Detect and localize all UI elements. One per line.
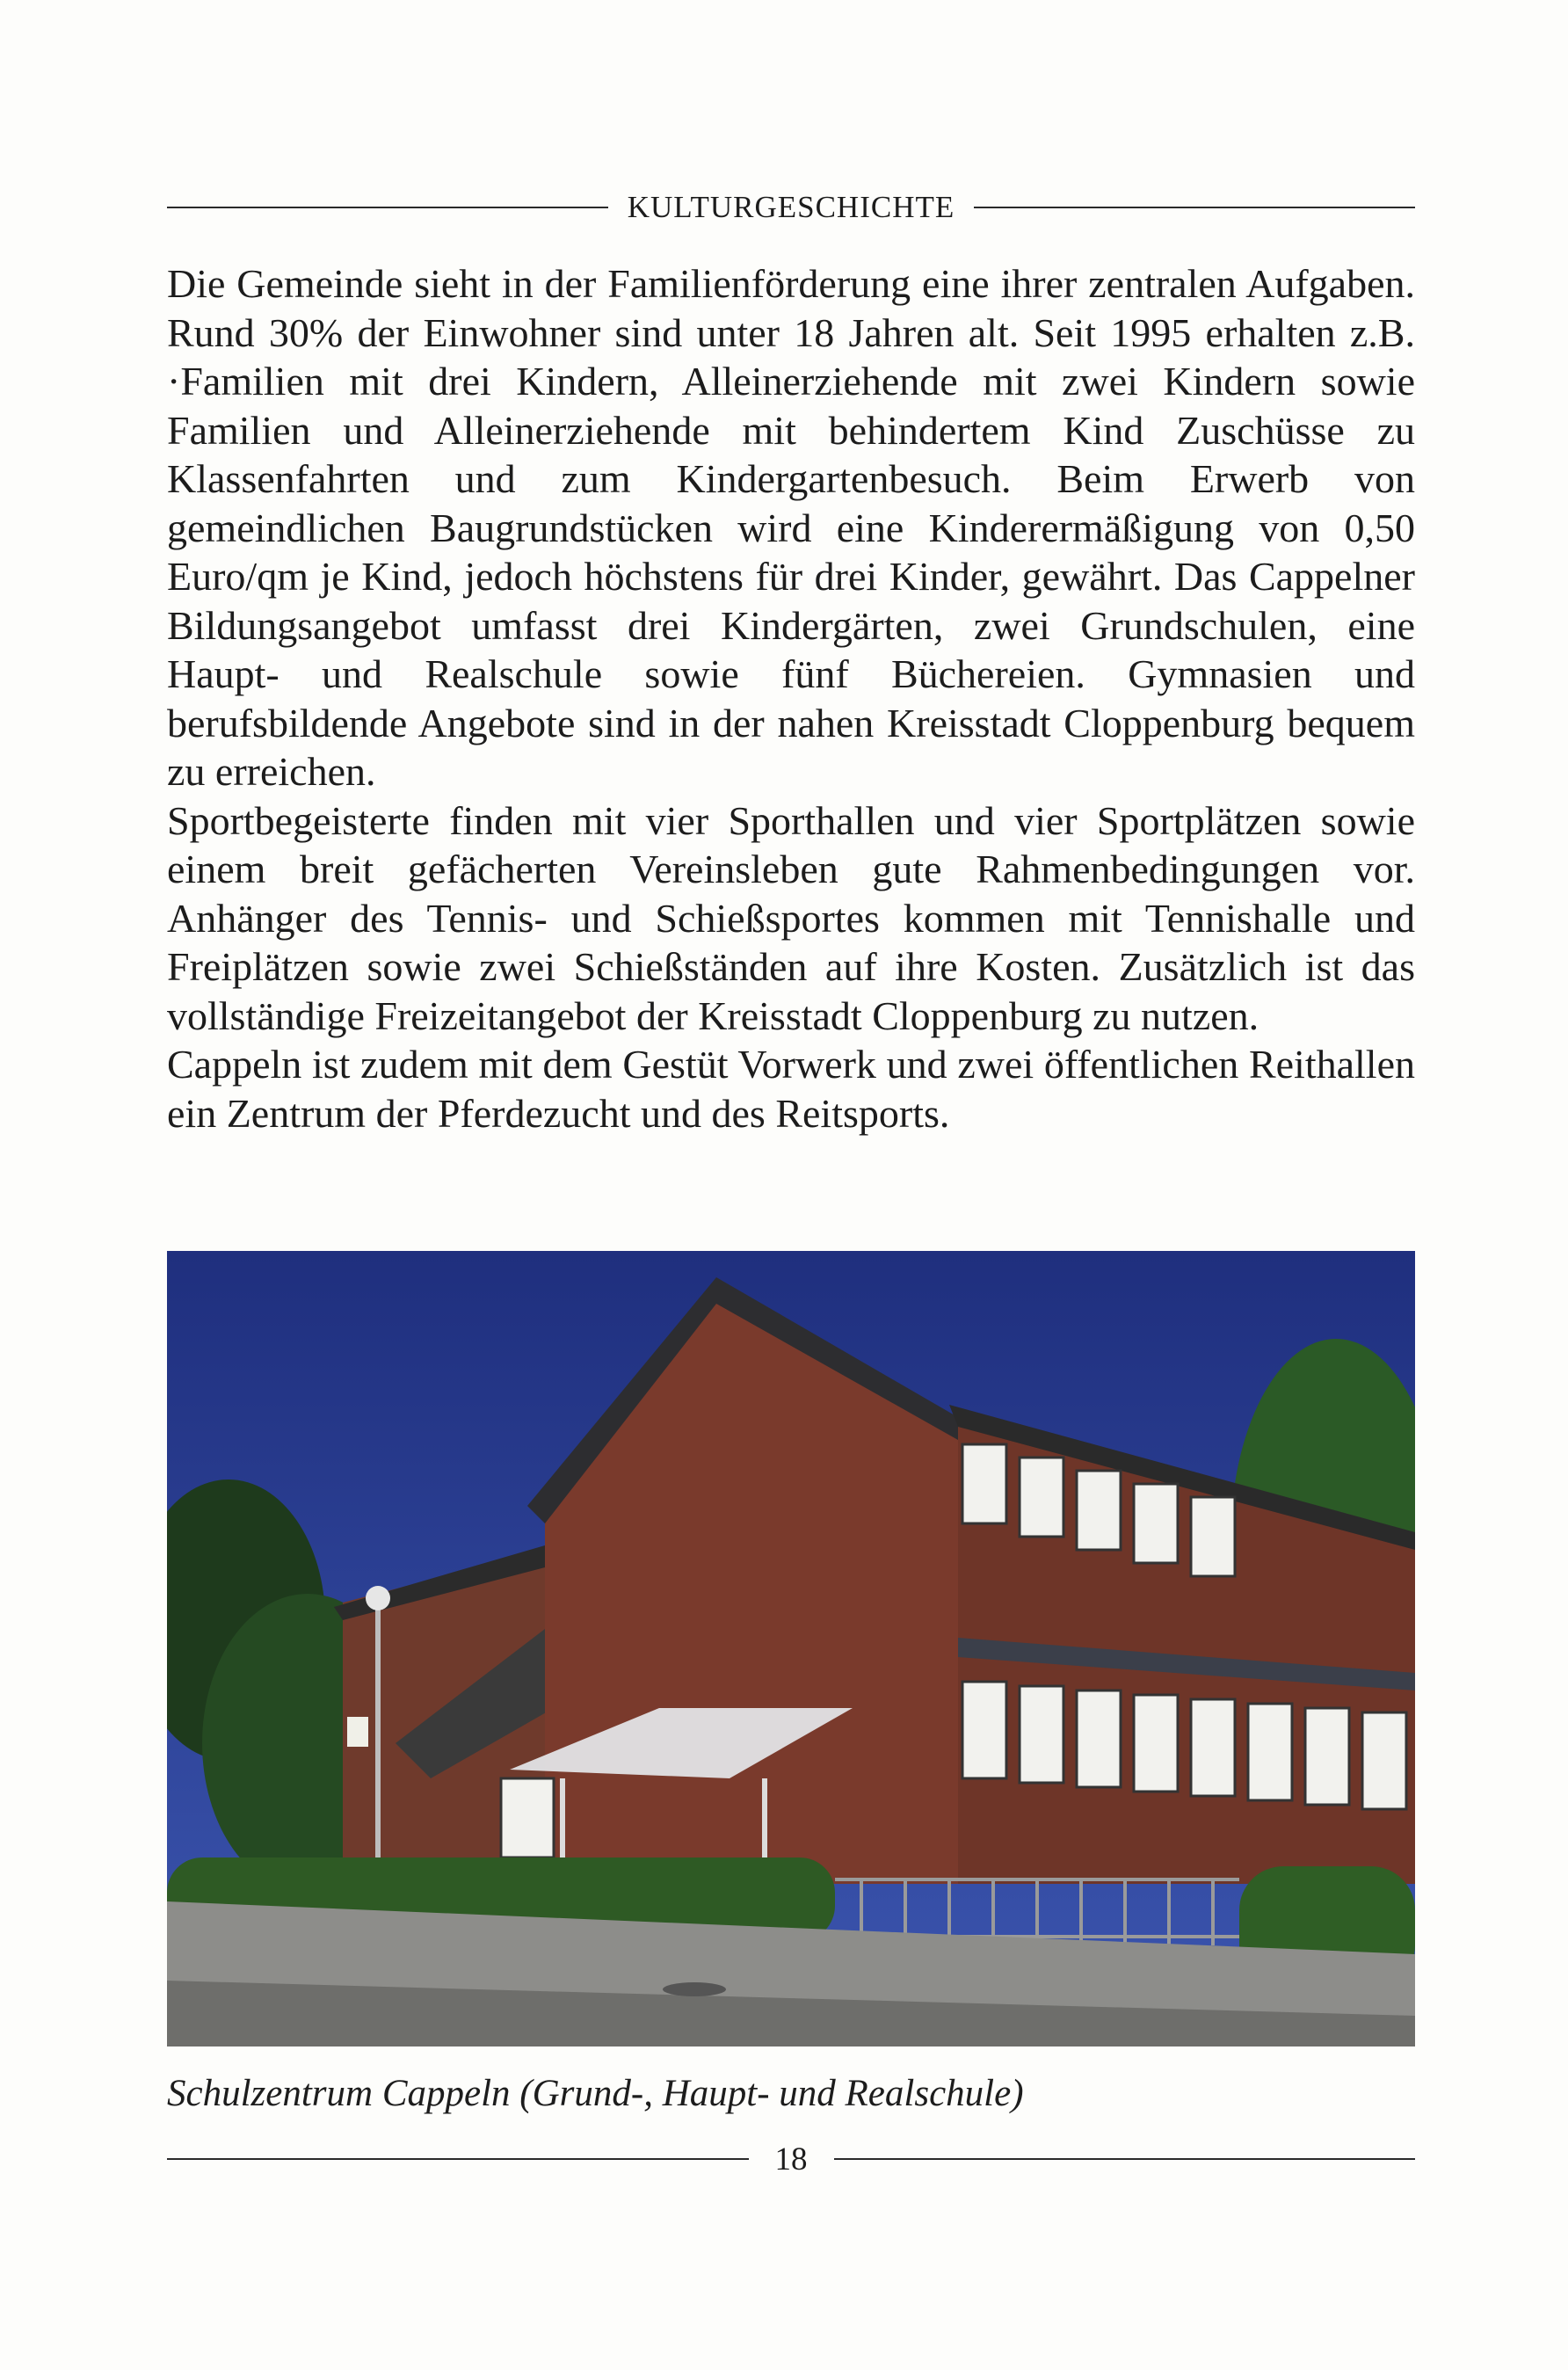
paragraph-sports: Sportbegeisterte finden mit vier Sporthallen und vier Sportplätzen sowie einem breit gefächerten Vereinsleben gute Rahmenbedingungen vor. Anhänger des Tennis- und Schießsportes kommen mit Tennishalle und Freiplätzen sowie zwei Schießständen auf ihre Kosten. Zusätzlich ist das vollständige Freizeitangebot der Kreisstadt Cloppenburg zu nutzen.	[167, 797, 1415, 1038]
section-title: KULTURGESCHICHTE	[627, 190, 955, 224]
page-number: 18	[774, 2141, 808, 2177]
header-rule-left	[167, 207, 608, 208]
running-header	[167, 192, 1415, 223]
photo-caption: Schulzentrum Cappeln (Grund-, Haupt- und Realschule)	[167, 2073, 1024, 2114]
footer-rule-left	[167, 2158, 749, 2160]
paragraph-family-support: Die Gemeinde sieht in der Familienförderung eine ihrer zentralen Aufgaben. Rund 30% der Einwohner sind unter 18 Jahren alt. Seit 1995 erhalten z.B. ·Familien mit drei Kindern, Alleinerziehende mit zwei Kindern sowie Familien und Alleinerziehende mit behindertem Kind Zuschüsse zu Klassenfahrten und zum Kindergartenbesuch. Beim Erwerb von gemeindlichen Baugrundstücken wird eine Kinderermäßigung von 0,50 Euro/qm je Kind, jedoch höchstens für drei Kinder, gewährt. Das Cappelner Bildungsangebot umfasst drei Kindergärten, zwei Grundschulen, eine Haupt- und Realschule sowie fünf Büchereien. Gymnasien und berufsbildende Angebote sind in der nahen Kreisstadt Cloppenburg bequem zu erreichen.	[167, 261, 1415, 794]
header-rule-right	[974, 207, 1415, 208]
school-building-illustration	[167, 1251, 1415, 2046]
page-footer	[167, 2141, 1415, 2177]
footer-rule-right	[834, 2158, 1416, 2160]
school-photo	[167, 1251, 1415, 2046]
paragraph-horse-breeding: Cappeln ist zudem mit dem Gestüt Vorwerk und zwei öffentlichen Reithallen ein Zentrum der Pferdezucht und des Reitsports.	[167, 1042, 1415, 1136]
article-body	[167, 259, 1415, 1138]
